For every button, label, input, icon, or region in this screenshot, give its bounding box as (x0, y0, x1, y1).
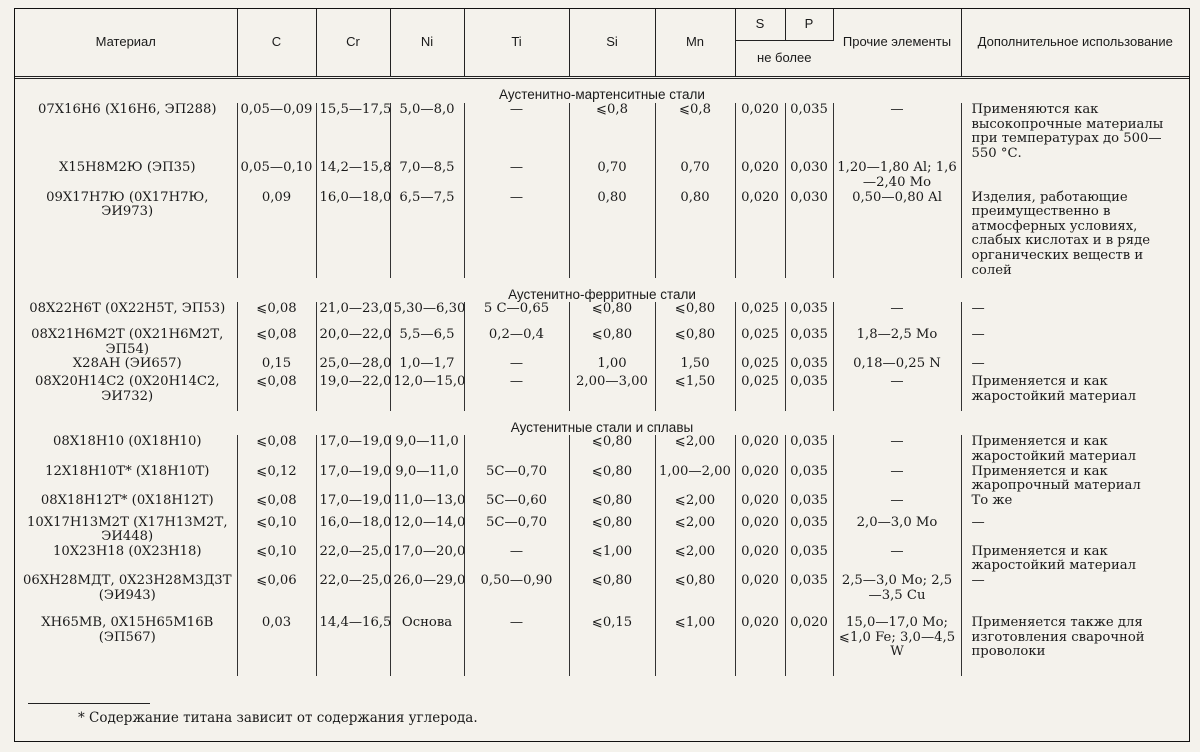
group-row (15, 411, 1189, 435)
cell-other: — (833, 465, 961, 494)
cell-ni: 12,0—14,0 (390, 516, 464, 545)
cell-p: 0,035 (785, 435, 833, 464)
cell-p: 0,035 (785, 545, 833, 574)
footnote-rule (28, 703, 150, 704)
cell-ti: 5С—0,70 (464, 465, 569, 494)
cell-ni: Основа (390, 616, 464, 676)
cell-si: ⩽0,80 (569, 435, 655, 464)
cell-material: Х15Н8М2Ю (ЭП35) (15, 161, 237, 190)
cell-si: ⩽0,80 (569, 574, 655, 616)
cell-use: Применяется также для изготовления сварочной проволоки (971, 615, 1145, 660)
cell-p: 0,030 (785, 161, 833, 190)
cell-ti: 0,50—0,90 (464, 574, 569, 616)
cell-s: 0,020 (735, 191, 785, 279)
col-si: Si (569, 9, 655, 78)
table-row (15, 375, 1189, 411)
cell-ti: 0,2—0,4 (464, 328, 569, 357)
table-row (15, 328, 1189, 357)
group-row (15, 78, 1189, 104)
table-row (15, 616, 1189, 676)
cell-p: 0,035 (785, 302, 833, 328)
cell-mn: ⩽1,50 (655, 375, 735, 411)
cell-ni: 26,0—29,0 (390, 574, 464, 616)
col-cr: Cr (316, 9, 390, 78)
cell-s: 0,020 (735, 545, 785, 574)
cell-s: 0,020 (735, 616, 785, 676)
cell-c: ⩽0,08 (237, 435, 316, 464)
cell-ni: 6,5—7,5 (390, 191, 464, 279)
cell-use: Применяется и как жаропрочный материал (971, 463, 1141, 494)
cell-si: ⩽0,80 (569, 465, 655, 494)
cell-c: ⩽0,12 (237, 465, 316, 494)
cell-material: 07Х16Н6 (Х16Н6, ЭП288) (15, 103, 237, 161)
table-row (15, 574, 1189, 616)
col-use: Дополнительное использование (961, 9, 1189, 78)
cell-si: 0,70 (569, 161, 655, 190)
cell-cr: 20,0—22,0 (316, 328, 390, 357)
cell-ni: 7,0—8,5 (390, 161, 464, 190)
cell-ti: — (464, 375, 569, 411)
table-row (15, 357, 1189, 375)
cell-cr: 21,0—23,0 (316, 302, 390, 328)
cell-ti: 5С—0,70 (464, 516, 569, 545)
cell-ni: 5,30—6,30 (390, 302, 464, 328)
cell-other: 2,0—3,0 Mo (833, 516, 961, 545)
col-ti: Ti (464, 9, 569, 78)
cell-s: 0,020 (735, 435, 785, 464)
cell-material: 12Х18Н10Т* (Х18Н10Т) (15, 465, 237, 494)
cell-material: 09Х17Н7Ю (0Х17Н7Ю, ЭИ973) (15, 191, 237, 279)
cell-material: 10Х23Н18 (0Х23Н18) (15, 545, 237, 574)
col-c: C (237, 9, 316, 78)
table-row (15, 435, 1189, 464)
cell-other: — (833, 435, 961, 464)
cell-mn: ⩽1,00 (655, 616, 735, 676)
cell-p: 0,035 (785, 516, 833, 545)
table-row (15, 161, 1189, 190)
cell-use: — (971, 573, 985, 589)
cell-mn: 1,00—2,00 (655, 465, 735, 494)
col-material: Материал (15, 9, 237, 78)
cell-cr: 25,0—28,0 (316, 357, 390, 375)
cell-p: 0,030 (785, 191, 833, 279)
cell-material: 08Х20Н14С2 (0Х20Н14С2, ЭИ732) (15, 375, 237, 411)
cell-mn: ⩽0,80 (655, 574, 735, 616)
cell-c: 0,15 (237, 357, 316, 375)
cell-ti: 5С—0,60 (464, 494, 569, 516)
cell-si: 1,00 (569, 357, 655, 375)
cell-ti: — (464, 191, 569, 279)
cell-ti (464, 435, 569, 464)
cell-p: 0,035 (785, 465, 833, 494)
cell-material: 10Х17Н13М2Т (Х17Н13М2Т, ЭИ448) (15, 516, 237, 545)
table-row (15, 465, 1189, 494)
cell-material: 08Х22Н6Т (0Х22Н5Т, ЭП53) (15, 302, 237, 328)
cell-c: ⩽0,08 (237, 494, 316, 516)
cell-c: 0,05—0,10 (237, 161, 316, 190)
cell-cr: 22,0—25,0 (316, 545, 390, 574)
cell-mn: ⩽0,80 (655, 302, 735, 328)
cell-si: ⩽0,8 (569, 103, 655, 161)
cell-other: — (833, 375, 961, 411)
cell-cr: 19,0—22,0 (316, 375, 390, 411)
cell-si: ⩽0,15 (569, 616, 655, 676)
table-body (15, 78, 1189, 677)
cell-material: 08Х21Н6М2Т (0Х21Н6М2Т, ЭП54) (15, 328, 237, 357)
cell-c: ⩽0,10 (237, 545, 316, 574)
cell-use: — (971, 327, 985, 343)
cell-p: 0,035 (785, 494, 833, 516)
cell-other: — (833, 545, 961, 574)
cell-material: 08Х18Н12Т* (0Х18Н12Т) (15, 494, 237, 516)
cell-other: 1,8—2,5 Mo (833, 328, 961, 357)
cell-s: 0,020 (735, 103, 785, 161)
cell-other: 1,20—1,80 Al; 1,6—2,40 Mo (833, 161, 961, 190)
cell-ti: — (464, 616, 569, 676)
steel-composition-table (15, 9, 1189, 676)
cell-mn: ⩽2,00 (655, 494, 735, 516)
cell-c: ⩽0,10 (237, 516, 316, 545)
header-row (15, 9, 1189, 40)
cell-use: Применяется и как жаростойкий материал (971, 543, 1136, 574)
table-row (15, 103, 1189, 161)
cell-material: ХН65МВ, 0Х15Н65М16В (ЭП567) (15, 616, 237, 676)
col-s: S (735, 9, 785, 40)
table-row (15, 545, 1189, 574)
cell-ni: 9,0—11,0 (390, 465, 464, 494)
cell-si: 0,80 (569, 191, 655, 279)
cell-other: 0,18—0,25 N (833, 357, 961, 375)
cell-use (961, 161, 1189, 190)
cell-other: — (833, 494, 961, 516)
cell-s: 0,025 (735, 328, 785, 357)
cell-cr: 22,0—25,0 (316, 574, 390, 616)
table-row (15, 516, 1189, 545)
cell-material: Х28АН (ЭИ657) (15, 357, 237, 375)
cell-mn: ⩽0,8 (655, 103, 735, 161)
cell-other: — (833, 103, 961, 161)
cell-ni: 17,0—20,0 (390, 545, 464, 574)
table-row (15, 302, 1189, 328)
cell-s: 0,020 (735, 465, 785, 494)
cell-p: 0,035 (785, 574, 833, 616)
cell-p: 0,020 (785, 616, 833, 676)
cell-cr: 14,2—15,8 (316, 161, 390, 190)
cell-p: 0,035 (785, 328, 833, 357)
cell-c: ⩽0,08 (237, 302, 316, 328)
col-max: не более (735, 40, 833, 77)
cell-si: 2,00—3,00 (569, 375, 655, 411)
cell-cr: 16,0—18,0 (316, 516, 390, 545)
cell-s: 0,025 (735, 302, 785, 328)
table-row (15, 494, 1189, 516)
cell-s: 0,020 (735, 161, 785, 190)
cell-use: Применяется и как жаростойкий материал (971, 434, 1136, 464)
col-p: P (785, 9, 833, 40)
cell-cr: 17,0—19,0 (316, 494, 390, 516)
cell-ti: 5 С—0,65 (464, 302, 569, 328)
cell-p: 0,035 (785, 375, 833, 411)
cell-ni: 9,0—11,0 (390, 435, 464, 464)
cell-use: Применяется и как жаростойкий материал (971, 374, 1136, 404)
cell-mn: ⩽2,00 (655, 545, 735, 574)
cell-use: Применяются как высокопрочные материалы при температурах до 500—550 °С. (971, 102, 1164, 161)
cell-cr: 14,4—16,5 (316, 616, 390, 676)
cell-ti: — (464, 545, 569, 574)
cell-mn: ⩽0,80 (655, 328, 735, 357)
cell-other: 2,5—3,0 Mo; 2,5—3,5 Cu (833, 574, 961, 616)
cell-use: — (971, 514, 985, 530)
group-title: Аустенитно-мартенситные стали (499, 87, 705, 103)
cell-c: 0,03 (237, 616, 316, 676)
footnote: * Содержание титана зависит от содержания углерода. (78, 710, 478, 726)
cell-mn: 0,80 (655, 191, 735, 279)
cell-cr: 15,5—17,5 (316, 103, 390, 161)
table-row (15, 191, 1189, 279)
cell-cr: 16,0—18,0 (316, 191, 390, 279)
cell-si: ⩽0,80 (569, 302, 655, 328)
col-mn: Mn (655, 9, 735, 78)
cell-ni: 11,0—13,0 (390, 494, 464, 516)
cell-ti: — (464, 161, 569, 190)
cell-use: Изделия, работающие преимущественно в атмосферных условиях, слабых кислотах и в ряде органических веществ и солей (971, 189, 1150, 278)
cell-si: ⩽0,80 (569, 494, 655, 516)
cell-other: 0,50—0,80 Al (833, 191, 961, 279)
cell-ni: 12,0—15,0 (390, 375, 464, 411)
cell-material: 06ХН28МДТ, 0Х23Н28М3Д3Т (ЭИ943) (15, 574, 237, 616)
cell-cr: 17,0—19,0 (316, 435, 390, 464)
cell-ti: — (464, 357, 569, 375)
cell-ti: — (464, 103, 569, 161)
cell-s: 0,020 (735, 494, 785, 516)
cell-mn: ⩽2,00 (655, 435, 735, 464)
cell-use: — (971, 301, 985, 317)
cell-mn: 0,70 (655, 161, 735, 190)
cell-si: ⩽0,80 (569, 516, 655, 545)
cell-si: ⩽1,00 (569, 545, 655, 574)
cell-c: 0,05—0,09 (237, 103, 316, 161)
cell-material: 08Х18Н10 (0Х18Н10) (15, 435, 237, 464)
cell-ni: 5,5—6,5 (390, 328, 464, 357)
group-title: Аустенитно-ферритные стали (508, 286, 696, 302)
cell-p: 0,035 (785, 103, 833, 161)
cell-other: 15,0—17,0 Mo; ⩽1,0 Fe; 3,0—4,5 W (833, 616, 961, 676)
cell-s: 0,020 (735, 574, 785, 616)
cell-other: — (833, 302, 961, 328)
cell-c: 0,09 (237, 191, 316, 279)
cell-c: ⩽0,08 (237, 328, 316, 357)
cell-s: 0,020 (735, 516, 785, 545)
col-ni: Ni (390, 9, 464, 78)
cell-p: 0,035 (785, 357, 833, 375)
col-other: Прочие элементы (833, 9, 961, 78)
cell-use: — (971, 356, 985, 372)
cell-si: ⩽0,80 (569, 328, 655, 357)
cell-s: 0,025 (735, 357, 785, 375)
cell-c: ⩽0,06 (237, 574, 316, 616)
cell-mn: ⩽2,00 (655, 516, 735, 545)
cell-s: 0,025 (735, 375, 785, 411)
cell-ni: 5,0—8,0 (390, 103, 464, 161)
cell-cr: 17,0—19,0 (316, 465, 390, 494)
cell-c: ⩽0,08 (237, 375, 316, 411)
cell-mn: 1,50 (655, 357, 735, 375)
group-title: Аустенитные стали и сплавы (510, 419, 694, 435)
cell-use: То же (971, 492, 1013, 508)
cell-ni: 1,0—1,7 (390, 357, 464, 375)
group-row (15, 278, 1189, 302)
